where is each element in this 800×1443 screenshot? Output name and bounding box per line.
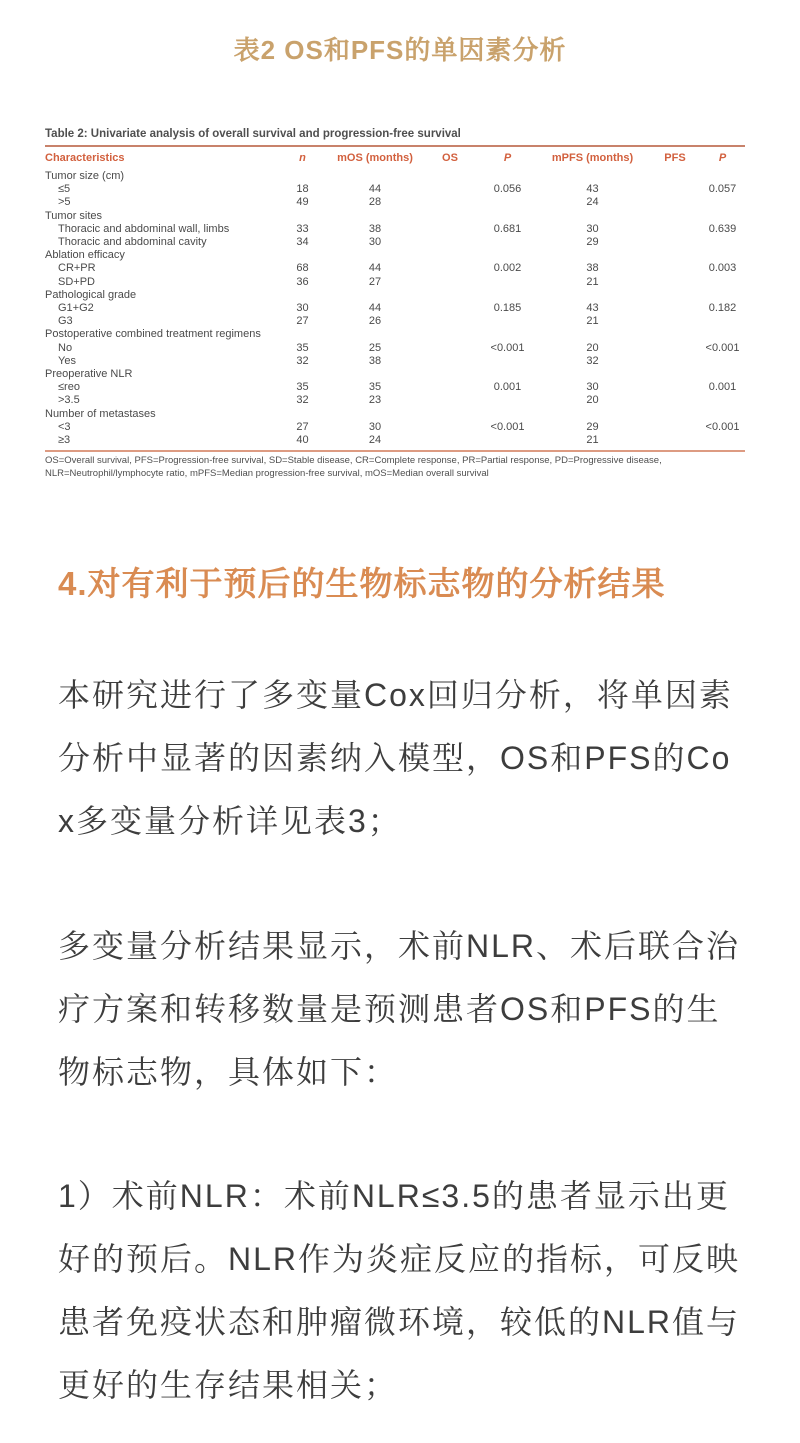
table-cell [480,289,535,302]
table-cell [700,434,745,447]
table-cell [420,223,480,236]
table-cell [420,249,480,262]
table-cell [330,210,420,223]
table-cell [420,394,480,407]
table-row [45,210,745,223]
row-label: Postoperative combined treatment regimens [45,328,261,341]
table-row [45,302,745,315]
table-cell: 21 [586,275,599,288]
table-cell: 26 [368,315,382,328]
table-cell: 30 [296,302,309,315]
table-cell: 44 [368,302,382,315]
table-cell [700,315,745,328]
table-row [45,408,745,421]
table-cell [330,289,420,302]
table-cell: 25 [368,341,382,354]
table-cell [700,368,745,381]
table-cell [535,289,650,302]
table-cell [700,328,745,341]
table-cell: 0.056 [493,183,522,196]
table-row [45,236,745,249]
table-cell [650,408,700,421]
row-label: Yes [58,354,76,367]
table-cell: 36 [296,275,309,288]
table-row [45,276,745,289]
table-cell [700,276,745,289]
row-label: G3 [58,315,73,328]
table-body [45,168,745,450]
table-cell: 38 [368,354,382,367]
table-cell: 0.003 [708,262,737,275]
table-cell [650,434,700,447]
column-header: Characteristics [45,152,125,164]
table-cell [480,210,535,223]
table-cell [480,170,535,183]
table-cell [420,381,480,394]
table-row [45,262,745,275]
table-cell: 29 [586,236,599,249]
table-cell: <0.001 [705,341,740,354]
column-header: mPFS (months) [551,152,634,164]
table-title: Table 2: Univariate analysis of overall survival and progression-free survival [45,128,461,140]
table-cell [650,381,700,394]
row-label: ≤reo [58,381,80,394]
table-cell [420,328,480,341]
table-cell [420,421,480,434]
table-row [45,381,745,394]
row-label: Preoperative NLR [45,368,133,381]
table-cell [535,210,650,223]
table-cell: 30 [368,236,382,249]
table-cell: 35 [296,341,309,354]
row-label: ≤5 [58,183,71,196]
table-cell [650,276,700,289]
row-label: >3.5 [58,394,80,407]
table-cell [650,328,700,341]
footnote-line: OS=Overall survival, PFS=Progression-free survival, SD=Stable disease, CR=Complete response, PR=Partial response, PD=Progressive disease, [45,455,662,467]
table-cell [420,289,480,302]
row-label: No [58,341,73,354]
table-cell: 20 [586,394,599,407]
table-cell: <0.001 [490,341,525,354]
table-cell [420,183,480,196]
table-cell: 32 [296,354,309,367]
table-cell [275,249,330,262]
table-cell [420,408,480,421]
table-cell [275,289,330,302]
table-cell: 30 [586,381,599,394]
section-heading: 4.对有利于预后的生物标志物的分析结果 [58,565,666,602]
row-label: Ablation efficacy [45,249,125,262]
table-cell [275,328,330,341]
column-header: P [503,152,512,164]
table-cell: 0.681 [493,222,522,235]
table-cell: <0.001 [490,420,525,433]
table-cell [650,394,700,407]
table-row [45,196,745,209]
table-cell [650,368,700,381]
column-header: mOS (months) [337,152,413,164]
table-row [45,421,745,434]
row-label: CR+PR [58,262,96,275]
table-row [45,289,745,302]
table-cell [650,210,700,223]
table-row [45,355,745,368]
table-cell [650,289,700,302]
table-cell: 43 [586,302,599,315]
table-cell: 18 [296,183,309,196]
table-cell [420,342,480,355]
table-cell [480,394,535,407]
table-cell [420,262,480,275]
table-cell [700,394,745,407]
table-cell [650,262,700,275]
table-cell: 38 [586,262,599,275]
table-cell: 68 [296,262,309,275]
table-cell [420,276,480,289]
table-cell: 27 [368,275,382,288]
table-cell [330,328,420,341]
table-cell: 35 [296,381,309,394]
table-cell [480,196,535,209]
row-label: <3 [58,420,71,433]
table-cell [420,170,480,183]
table-cell [275,170,330,183]
table-cell [700,355,745,368]
table-cell: 32 [296,394,309,407]
paragraph-2: 多变量分析结果显示，术前NLR、术后联合治疗方案和转移数量是预测患者OS和PFS的生物标志物，具体如下： [58,928,741,1090]
table-row [45,434,745,447]
table-cell: 0.185 [493,302,522,315]
table-cell [480,368,535,381]
row-label: Number of metastases [45,407,156,420]
table-cell [420,315,480,328]
column-header: P [718,152,727,164]
table-cell [420,368,480,381]
table-cell: 0.001 [493,381,522,394]
table-cell: 21 [586,434,599,447]
table-row [45,394,745,407]
table-cell [650,421,700,434]
table-cell: 44 [368,183,382,196]
page-title: 表2 OS和PFS的单因素分析 [233,35,567,65]
table-cell [330,368,420,381]
table-cell [650,249,700,262]
row-label: G1+G2 [58,302,94,315]
table-cell [330,249,420,262]
column-header: n [299,152,306,164]
table-cell [480,249,535,262]
column-header: OS [442,152,458,164]
table-cell [535,170,650,183]
table-cell: 27 [296,315,309,328]
table-cell: 33 [296,222,309,235]
table-cell: 49 [296,196,309,209]
table-row [45,328,745,341]
table-cell [650,223,700,236]
table-cell: <0.001 [705,420,740,433]
table-row [45,170,745,183]
table-cell: 40 [296,434,309,447]
table-cell [480,276,535,289]
row-label: SD+PD [58,275,95,288]
table-cell: 43 [586,183,599,196]
table-cell: 0.182 [708,302,737,315]
footnote-line: NLR=Neutrophil/lymphocyte ratio, mPFS=Median progression-free survival, mOS=Median overall survival [45,467,489,479]
table-cell [535,368,650,381]
table-cell [330,408,420,421]
table-cell [275,210,330,223]
table-cell [650,315,700,328]
row-label: >5 [58,196,71,209]
table-cell: 44 [368,262,382,275]
table-cell [650,170,700,183]
paragraph-1: 本研究进行了多变量Cox回归分析，将单因素分析中显著的因素纳入模型，OS和PFS的Cox多变量分析详见表3； [58,677,733,839]
table-cell [275,368,330,381]
table-cell [535,328,650,341]
table-cell [650,183,700,196]
table-row [45,368,745,381]
table-cell [650,196,700,209]
table-cell: 24 [368,434,382,447]
table-cell: 29 [586,420,599,433]
table-cell [420,302,480,315]
table-cell [420,355,480,368]
table-cell [420,210,480,223]
table-cell [420,434,480,447]
table-cell [700,236,745,249]
table-cell: 35 [368,381,382,394]
table-row [45,223,745,236]
table-cell [480,434,535,447]
table-cell [700,170,745,183]
table-cell [480,328,535,341]
row-label: Tumor sites [45,209,103,222]
table-cell [420,236,480,249]
table-cell: 28 [368,196,382,209]
table-cell [650,236,700,249]
table-row [45,249,745,262]
row-label: Thoracic and abdominal cavity [58,236,207,249]
table-cell: 0.057 [708,183,737,196]
table-cell [700,210,745,223]
paragraph-3: 1）术前NLR：术前NLR≤3.5的患者显示出更好的预后。NLR作为炎症反应的指标，可反映患者免疫状态和肿瘤微环境，较低的NLR值与更好的生存结果相关； [58,1178,741,1403]
table-cell: 23 [368,394,382,407]
row-label: Thoracic and abdominal wall, limbs [58,222,230,235]
table-cell [650,342,700,355]
table-cell [420,196,480,209]
table-cell: 38 [368,222,382,235]
table-cell: 30 [368,420,382,433]
row-label: Pathological grade [45,288,137,301]
table-cell [650,302,700,315]
table-cell: 27 [296,420,309,433]
row-label: Tumor size (cm) [45,170,125,182]
table-cell: 32 [586,354,599,367]
table-header-row [45,145,745,168]
table-cell [700,289,745,302]
table-row [45,315,745,328]
table2-figure [45,128,745,480]
table-row [45,183,745,196]
table-cell [330,170,420,183]
table-cell [700,249,745,262]
table-cell [535,408,650,421]
table-cell: 0.001 [708,381,737,394]
table-cell: 21 [586,315,599,328]
column-header: PFS [664,152,686,164]
table-cell: 34 [296,236,309,249]
table-cell: 0.639 [708,222,737,235]
table-cell [535,249,650,262]
table-cell [480,355,535,368]
table-cell [480,315,535,328]
table-cell: 24 [586,196,599,209]
table-cell [275,408,330,421]
table-row [45,342,745,355]
table-cell [480,408,535,421]
table-cell [480,236,535,249]
table-footnote [45,450,745,480]
row-label: ≥3 [58,434,71,447]
table-cell: 0.002 [493,262,522,275]
table-cell [700,196,745,209]
table-cell: 30 [586,222,599,235]
table-cell [650,355,700,368]
table-cell: 20 [586,341,599,354]
table-cell [700,408,745,421]
